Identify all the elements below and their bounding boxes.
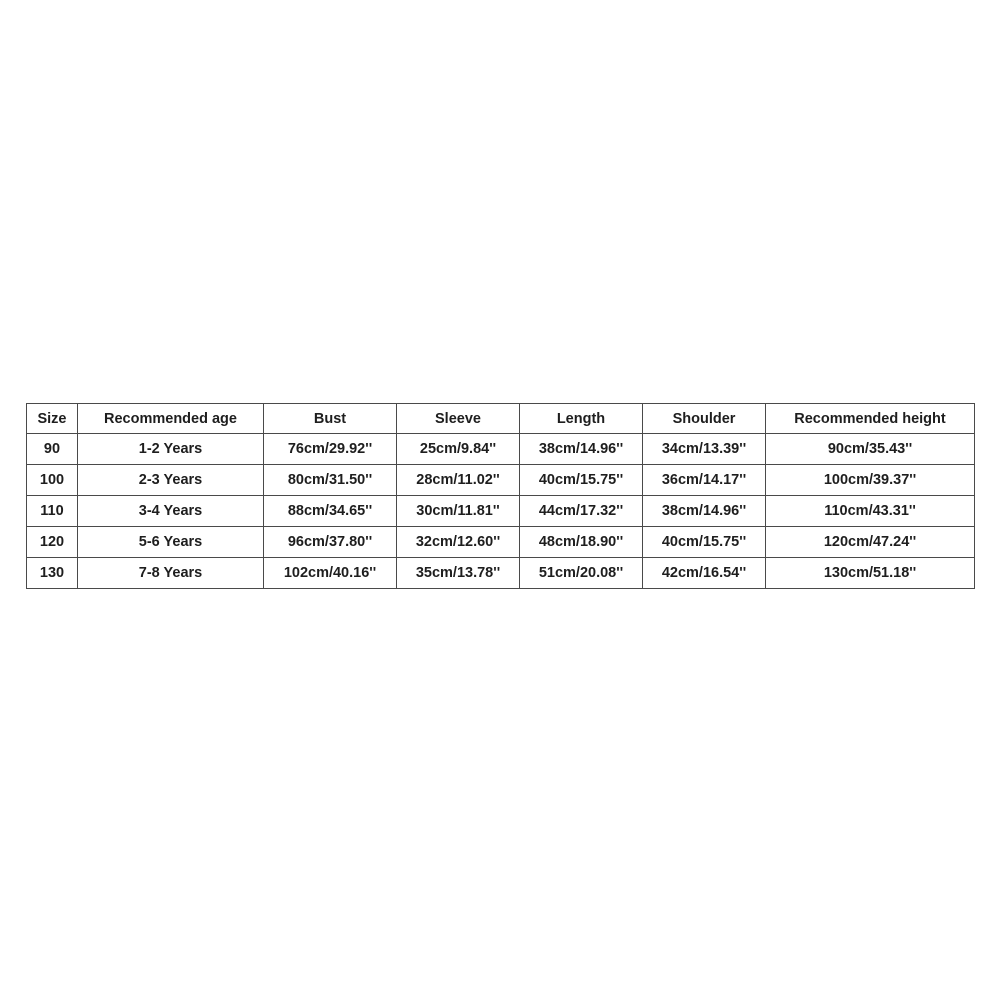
table-row (27, 465, 975, 496)
cell-shoulder: 42cm/16.54'' (643, 558, 766, 589)
cell-sleeve: 35cm/13.78'' (397, 558, 520, 589)
cell-bust: 102cm/40.16'' (264, 558, 397, 589)
cell-recommended-height: 130cm/51.18'' (766, 558, 975, 589)
cell-size: 130 (27, 558, 78, 589)
cell-shoulder: 40cm/15.75'' (643, 527, 766, 558)
cell-shoulder: 34cm/13.39'' (643, 434, 766, 465)
cell-shoulder: 36cm/14.17'' (643, 465, 766, 496)
table-row (27, 527, 975, 558)
cell-length: 40cm/15.75'' (520, 465, 643, 496)
cell-bust: 96cm/37.80'' (264, 527, 397, 558)
cell-recommended-height: 90cm/35.43'' (766, 434, 975, 465)
cell-length: 51cm/20.08'' (520, 558, 643, 589)
cell-length: 38cm/14.96'' (520, 434, 643, 465)
cell-size: 120 (27, 527, 78, 558)
cell-sleeve: 28cm/11.02'' (397, 465, 520, 496)
table-row (27, 434, 975, 465)
header-row (27, 404, 975, 434)
cell-shoulder: 38cm/14.96'' (643, 496, 766, 527)
column-header-sleeve: Sleeve (397, 404, 520, 434)
table-row (27, 558, 975, 589)
column-header-shoulder: Shoulder (643, 404, 766, 434)
cell-sleeve: 32cm/12.60'' (397, 527, 520, 558)
cell-sleeve: 30cm/11.81'' (397, 496, 520, 527)
cell-length: 44cm/17.32'' (520, 496, 643, 527)
cell-bust: 76cm/29.92'' (264, 434, 397, 465)
column-header-recommended-age: Recommended age (78, 404, 264, 434)
column-header-bust: Bust (264, 404, 397, 434)
cell-length: 48cm/18.90'' (520, 527, 643, 558)
cell-recommended-height: 120cm/47.24'' (766, 527, 975, 558)
cell-recommended-age: 7-8 Years (78, 558, 264, 589)
size-chart-table (26, 403, 975, 589)
cell-recommended-height: 100cm/39.37'' (766, 465, 975, 496)
column-header-recommended-height: Recommended height (766, 404, 975, 434)
cell-recommended-age: 5-6 Years (78, 527, 264, 558)
cell-recommended-age: 1-2 Years (78, 434, 264, 465)
cell-sleeve: 25cm/9.84'' (397, 434, 520, 465)
column-header-length: Length (520, 404, 643, 434)
cell-size: 90 (27, 434, 78, 465)
cell-recommended-age: 3-4 Years (78, 496, 264, 527)
cell-size: 110 (27, 496, 78, 527)
cell-recommended-height: 110cm/43.31'' (766, 496, 975, 527)
cell-bust: 80cm/31.50'' (264, 465, 397, 496)
cell-recommended-age: 2-3 Years (78, 465, 264, 496)
cell-size: 100 (27, 465, 78, 496)
column-header-size: Size (27, 404, 78, 434)
cell-bust: 88cm/34.65'' (264, 496, 397, 527)
table-row (27, 496, 975, 527)
